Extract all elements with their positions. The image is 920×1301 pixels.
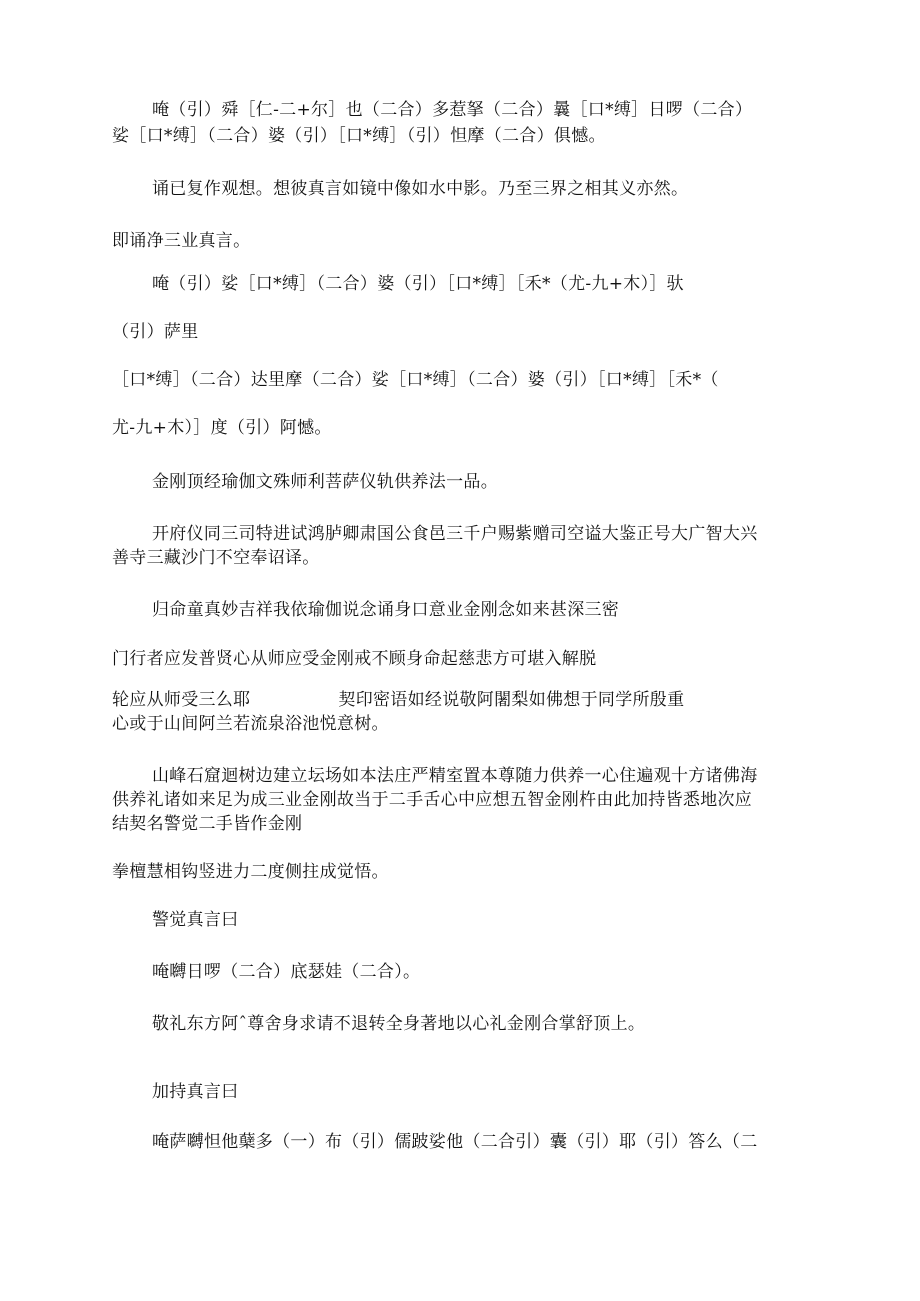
verse-line-7: 结契名警觉二手皆作金刚: [112, 814, 303, 834]
translator-line-a: 开府仪同三司特进试鸿胪卿肃国公食邑三千户赐紫赠司空谥大鉴正号大广智大兴: [152, 524, 758, 544]
verse-line-8: 拳檀慧相钩竖进力二度侧拄成觉悟。: [112, 862, 389, 882]
mantra-text-2: 唵萨嚩怛他蘖多（一）布（引）儒跛娑他（二合引）囊（引）耶（引）答么（二: [152, 1132, 758, 1152]
mantra-line-2c: ［口*缚］（二合）达里摩（二合）娑［口*缚］（二合）婆（引）［口*缚］［禾*（: [112, 370, 719, 390]
verse-line-3-left: 轮应从师受三么耶: [112, 690, 251, 710]
verse-line-5: 山峰石窟迴树边建立坛场如本法庄严精室置本尊随力供养一心住遍观十方诸佛海: [152, 766, 758, 786]
section-title: 金刚顶经瑜伽文殊师利菩萨仪轨供养法一品。: [152, 472, 498, 492]
text-paragraph-1: 诵已复作观想。想彼真言如镜中像如水中影。乃至三界之相其义亦然。: [152, 179, 689, 199]
mantra-heading-1: 警觉真言曰: [152, 910, 239, 930]
verse-line-1: 归命童真妙吉祥我依瑜伽说念诵身口意业金刚念如来甚深三密: [152, 600, 620, 620]
verse-line-9: 敬礼东方阿ˆ尊舍身求请不退转全身著地以心礼金刚合掌舒顶上。: [152, 1014, 646, 1034]
mantra-line-1a: 唵（引）舜［仁-二+尔］也（二合）多惹拏（二合）曩［口*缚］日啰（二合）: [152, 100, 753, 120]
mantra-line-1b: 娑［口*缚］（二合）婆（引）［口*缚］（引）怛摩（二合）俱憾。: [112, 126, 606, 146]
text-paragraph-2: 即诵净三业真言。: [112, 231, 251, 251]
verse-line-2: 门行者应发普贤心从师应受金刚戒不顾身命起慈悲方可堪入解脱: [112, 649, 597, 669]
mantra-text-1: 唵嚩日啰（二合）底瑟娃（二合）。: [152, 962, 421, 982]
verse-line-6: 供养礼诸如来足为成三业金刚故当于二手舌心中应想五智金刚杵由此加持皆悉地次应: [112, 790, 753, 810]
mantra-heading-2: 加持真言曰: [152, 1082, 239, 1102]
translator-line-b: 善寺三藏沙门不空奉诏译。: [112, 548, 320, 568]
mantra-line-2a: 唵（引）娑［口*缚］（二合）婆（引）［口*缚］［禾*（尤-九+木）］驮: [152, 274, 684, 294]
mantra-line-2d: 尤-九+木）］度（引）阿憾。: [112, 418, 332, 438]
verse-line-3: [112, 688, 812, 712]
verse-line-4: 心或于山间阿兰若流泉浴池悦意树。: [112, 714, 389, 734]
verse-line-3-right: 契印密语如经说敬阿闍梨如佛想于同学所殷重: [338, 690, 685, 710]
mantra-line-2b: （引）萨里: [112, 322, 199, 342]
